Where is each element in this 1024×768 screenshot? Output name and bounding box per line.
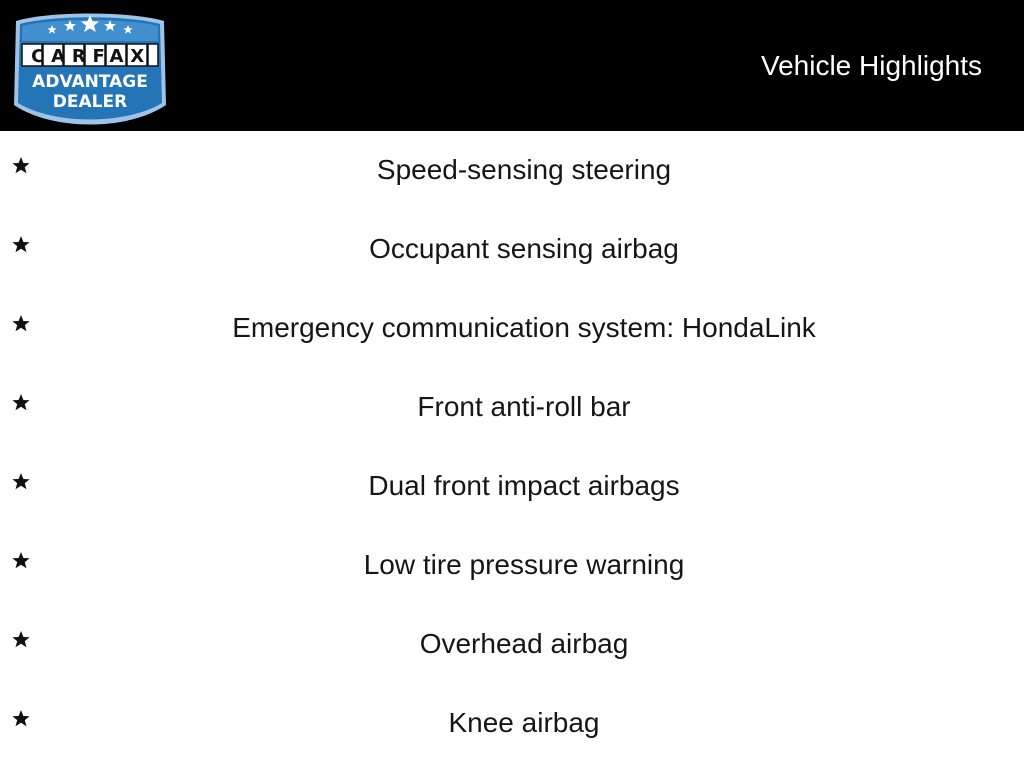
list-item — [0, 131, 1024, 210]
badge-brand: CARFAX — [31, 46, 151, 67]
list-item — [0, 210, 1024, 289]
list-item — [0, 447, 1024, 526]
list-item — [0, 526, 1024, 605]
highlight-text: Speed-sensing steering — [376, 154, 672, 185]
list-item — [0, 368, 1024, 447]
badge-line1: ADVANTAGE — [32, 72, 148, 92]
carfax-advantage-dealer-badge — [8, 7, 172, 127]
highlight-text: Knee airbag — [448, 707, 600, 738]
highlight-text: Overhead airbag — [419, 628, 629, 659]
page-title: Vehicle Highlights — [760, 50, 982, 81]
list-item — [0, 605, 1024, 684]
header-bar — [0, 0, 1024, 131]
highlight-text: Emergency communication system: HondaLink — [232, 312, 816, 343]
highlight-text: Front anti-roll bar — [417, 391, 631, 422]
list-item — [0, 289, 1024, 368]
highlight-text: Low tire pressure warning — [363, 549, 685, 580]
highlights-list — [0, 131, 1024, 768]
list-item — [0, 684, 1024, 763]
badge-line2: DEALER — [52, 92, 128, 112]
highlight-text: Occupant sensing airbag — [369, 233, 679, 264]
highlight-text: Dual front impact airbags — [368, 470, 680, 501]
